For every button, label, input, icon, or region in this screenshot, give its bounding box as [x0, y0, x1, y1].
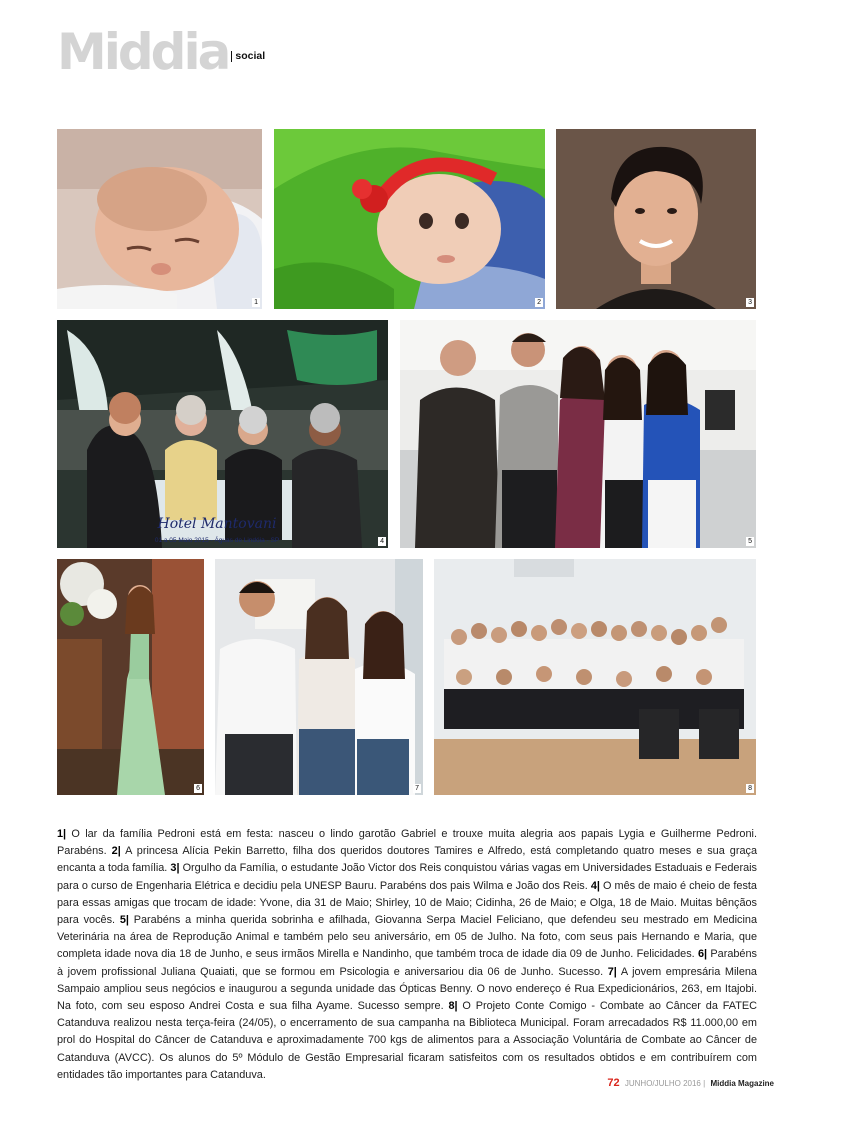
photo-number: 3 [748, 299, 752, 306]
photo-2-image [274, 129, 545, 309]
photo-number: 4 [380, 538, 384, 545]
photo-number: 6 [196, 785, 200, 792]
photo-6 [57, 559, 204, 795]
photo-1-image [57, 129, 262, 309]
photo-1 [57, 129, 262, 309]
photo-8-image [434, 559, 756, 795]
caption-segment: A jovem empresária Milena Sampaio ampliou seus negócios e inaugurou a segunda unidade das Ópticas Benny. O novo endereço é Rua Expedicionários, 263, em Itajobi. Na foto, com seu esposo Andrei Costa e sua filha Ayame. Sucesso sempre. [57, 965, 757, 1013]
caption-segment: O lar da família Pedroni está em festa: nasceu o lindo garotão Gabriel e trouxe muita alegria aos papais Lygia e Guilherme Pedroni. Parabéns. [57, 828, 757, 858]
hotel-banner-dates: 01 a 05 Maio 2015 - Águas de Lindóia - SP [154, 537, 280, 544]
photo-4-image [57, 320, 388, 548]
photo-8 [434, 559, 756, 795]
caption-number: 2| [111, 845, 121, 858]
photo-number: 5 [748, 538, 752, 545]
section-tag: social [231, 51, 265, 62]
issue-date: JUNHO/JULHO 2016 [624, 1079, 701, 1088]
photo-number: 2 [537, 299, 541, 306]
photo-5-image [400, 320, 756, 548]
photo-2 [274, 129, 545, 309]
page-number: 72 [607, 1077, 620, 1089]
caption-number: 8| [448, 1000, 458, 1013]
caption-segment: Parabéns à jovem profissional Juliana Quaiati, que se formou em Psicologia e aniversariou dia 06 de Junho. Sucesso. [57, 948, 757, 978]
photo-7-image [215, 559, 423, 795]
magazine-logo: Middia [57, 23, 229, 81]
masthead [57, 23, 266, 81]
caption-number: 7| [607, 965, 617, 978]
caption-segment: Orgulho da Família, o estudante João Victor dos Reis conquistou várias vagas em Universidades Estaduais e Federais para o curso de Engenharia Elétrica e decidiu pela UNESP Bauru. Parabéns dos pais Wilma e João dos Reis. [57, 862, 757, 892]
photo-number: 1 [254, 299, 258, 306]
caption-text [57, 826, 757, 1084]
photo-7 [215, 559, 423, 795]
caption-number: 1| [57, 828, 67, 840]
photo-4 [57, 320, 388, 548]
photo-5 [400, 320, 756, 548]
caption-segment: A princesa Alícia Pekin Barretto, filha dos queridos doutores Tamires e Alfredo, está completando quatro meses e sua graça encanta a toda família. [57, 845, 758, 875]
footer-separator: | [703, 1079, 706, 1088]
photo-number: 8 [748, 785, 752, 792]
caption-number: 5| [119, 914, 129, 927]
photo-number: 7 [415, 785, 419, 792]
photo-3-image [556, 129, 756, 309]
caption-segment: O Projeto Conte Comigo - Combate ao Câncer da FATEC Catanduva realizou nesta terça-feira (24/05), o encerramento de sua campanha na Biblioteca Municipal. Foram arrecadados R$ 11.000,00 em prol do Hospital do Câncer de Catanduva e aproximadamente 700 kgs de alimentos para a Associação Voluntária de Combate ao Câncer de Catanduva (AVCC). Os alunos do 5º Módulo de Gestão Empresarial ficaram satisfeitos com os resultados obtidos e em contribuírem com entidades tão importantes para Catanduva. [57, 1000, 757, 1081]
caption-number: 6| [697, 948, 708, 961]
caption-segment: O mês de maio é cheio de festa para essas amigas que trocam de idade: Yvone, dia 31 de Maio; Shirley, 10 de Maio; Cidinha, 26 de Maio; e Olga, 18 de Maio. Muitas bênçãos para vocês. [57, 879, 757, 927]
hotel-banner-name: Hotel Mantovani [157, 516, 277, 532]
magazine-name: Middia Magazine [710, 1079, 774, 1088]
caption-number: 3| [170, 862, 180, 875]
caption-segment: Parabéns a minha querida sobrinha e afilhada, Giovanna Serpa Maciel Feliciano, que defendeu seu mestrado em Medicina Veterinária na área de Reprodução Animal e também pelo seu aniversário, em 05 de Julho. Na foto, com seus pais Hernando e Maria, que completa idade nova dia 18 de Junho, e seus irmãos Mirella e Nandinho, que também troca de idade dia 09 de Junho. Felicidades. [57, 914, 757, 961]
photo-6-image [57, 559, 204, 795]
page-footer [607, 1077, 774, 1089]
caption-number: 4| [590, 879, 600, 892]
photo-3 [556, 129, 756, 309]
